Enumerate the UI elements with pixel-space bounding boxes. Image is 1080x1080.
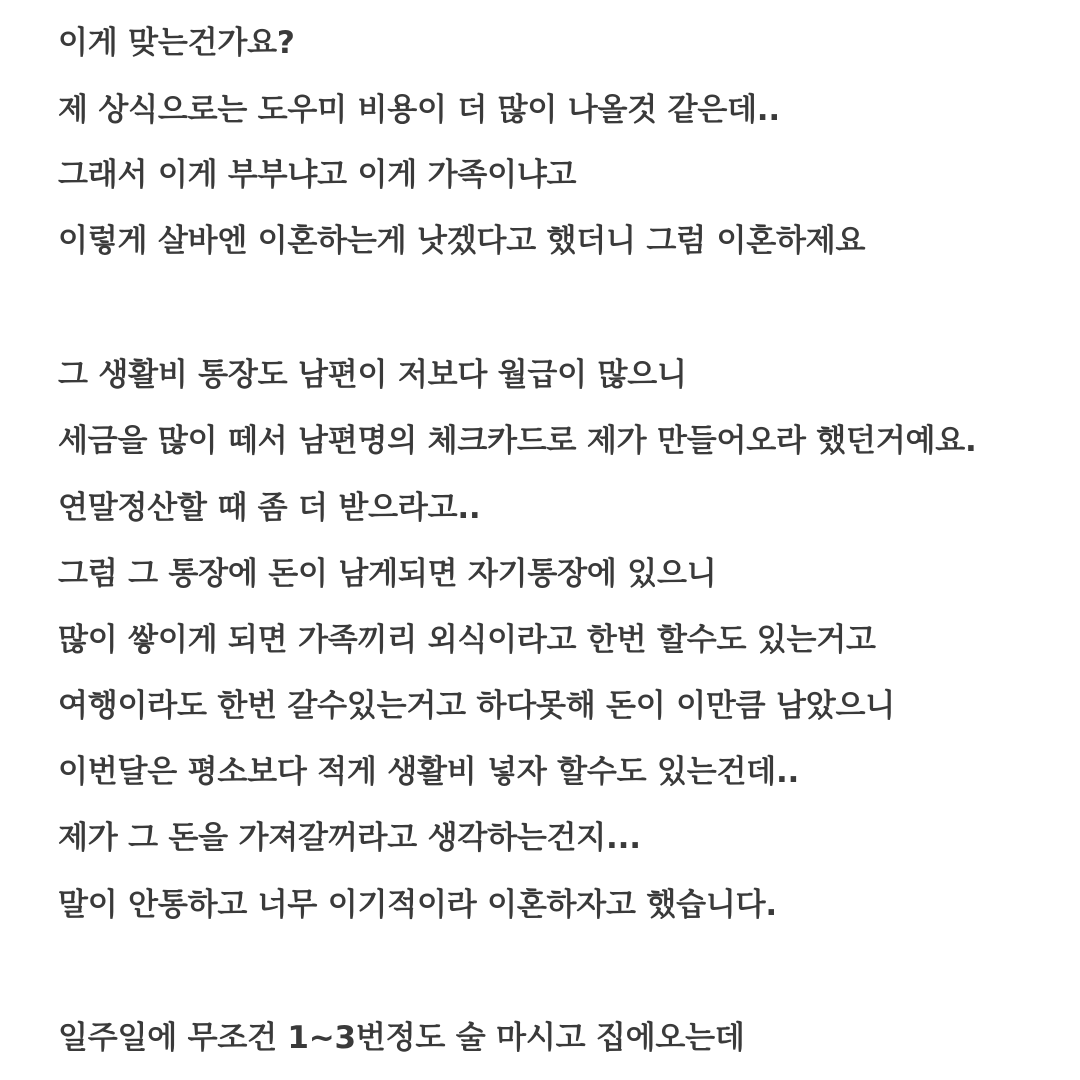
text-line: 그 생활비 통장도 남편이 저보다 월급이 많으니 xyxy=(58,357,687,393)
text-line: 이게 맞는건가요? xyxy=(58,25,295,61)
text-line: 이렇게 살바엔 이혼하는게 낫겠다고 했더니 그럼 이혼하제요 xyxy=(58,223,866,259)
text-line: 그래서 이게 부부냐고 이게 가족이냐고 xyxy=(58,157,577,193)
text-line: 그럼 그 통장에 돈이 남게되면 자기통장에 있으니 xyxy=(58,556,717,592)
text-line: 이번달은 평소보다 적게 생활비 넣자 할수도 있는건데.. xyxy=(58,754,800,790)
text-line: 세금을 많이 떼서 남편명의 체크카드로 제가 만들어오라 했던거예요. xyxy=(58,423,977,459)
text-line: 제가 그 돈을 가져갈꺼라고 생각하는건지... xyxy=(58,820,641,856)
post-text-body xyxy=(58,0,1058,1080)
text-line: 말이 안통하고 너무 이기적이라 이혼하자고 했습니다. xyxy=(58,887,777,923)
text-line: 연말정산할 때 좀 더 받으라고.. xyxy=(58,490,481,526)
text-line: 많이 쌓이게 되면 가족끼리 외식이라고 한번 할수도 있는거고 xyxy=(58,622,876,658)
text-line: 제 상식으로는 도우미 비용이 더 많이 나올것 같은데.. xyxy=(58,92,780,128)
text-line: 여행이라도 한번 갈수있는거고 하다못해 돈이 이만큼 남았으니 xyxy=(58,688,895,724)
text-line: 일주일에 무조건 1~3번정도 술 마시고 집에오는데 xyxy=(58,1020,745,1056)
